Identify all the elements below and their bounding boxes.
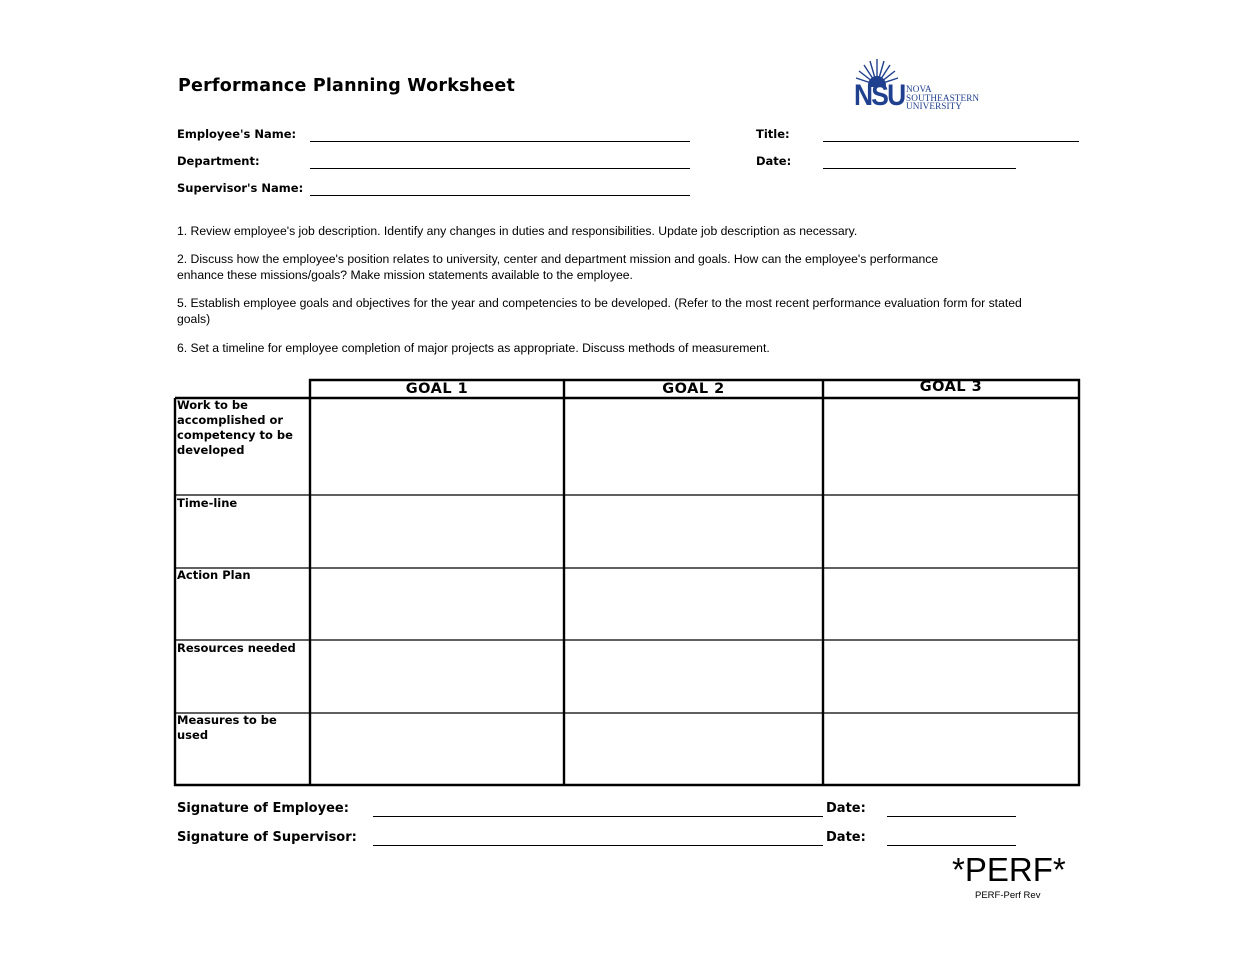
employee-name-label: Employee's Name: [177,127,297,141]
form-code: *PERF* [952,851,1066,888]
instruction-1: 1. Review employee's job description. Identify any changes in duties and responsibilities. Update job description as necessary. [177,224,858,238]
employee-date-line[interactable] [887,816,1016,817]
supervisor-signature-line[interactable] [373,845,823,846]
row-label-action-plan: Action Plan [177,568,251,582]
employee-signature-label: Signature of Employee: [177,801,349,816]
title-label: Title: [756,127,790,141]
page-title: Performance Planning Worksheet [178,76,516,96]
supervisor-date-line[interactable] [887,845,1016,846]
logo-abbreviation: NSU [854,79,905,112]
form-code-subtitle: PERF-Perf Rev [975,890,1041,901]
column-goal-2: GOAL 2 [662,381,725,397]
supervisor-date-label: Date: [826,830,866,845]
department-label: Department: [177,154,260,168]
row-label-work: Work to be accomplished or competency to be developed [177,398,293,457]
row-label-timeline: Time-line [177,496,238,510]
date-label: Date: [756,154,792,168]
employee-date-label: Date: [826,801,866,816]
column-goal-1: GOAL 1 [405,381,469,397]
row-label-measures: Measures to be used [177,713,277,742]
employee-signature-line[interactable] [373,816,823,817]
row-label-resources: Resources needed [177,641,296,655]
instruction-2: 2. Discuss how the employee's position relates to university, center and department mission and goals. How can the employee's performance enhance these missions/goals? Make mission statements available to the employee. [177,252,939,282]
supervisor-signature-label: Signature of Supervisor: [177,830,357,845]
instruction-5: 5. Establish employee goals and objectives for the year and competencies to be developed. (Refer to the most recent performance evaluation form for stated goals) [177,296,1022,326]
supervisor-name-label: Supervisor's Name: [177,181,304,195]
column-goal-3: GOAL 3 [919,379,983,395]
logo-name: NOVA SOUTHEASTERN UNIVERSITY [906,84,980,111]
instruction-6: 6. Set a timeline for employee completion of major projects as appropriate. Discuss methods of measurement. [177,341,770,355]
